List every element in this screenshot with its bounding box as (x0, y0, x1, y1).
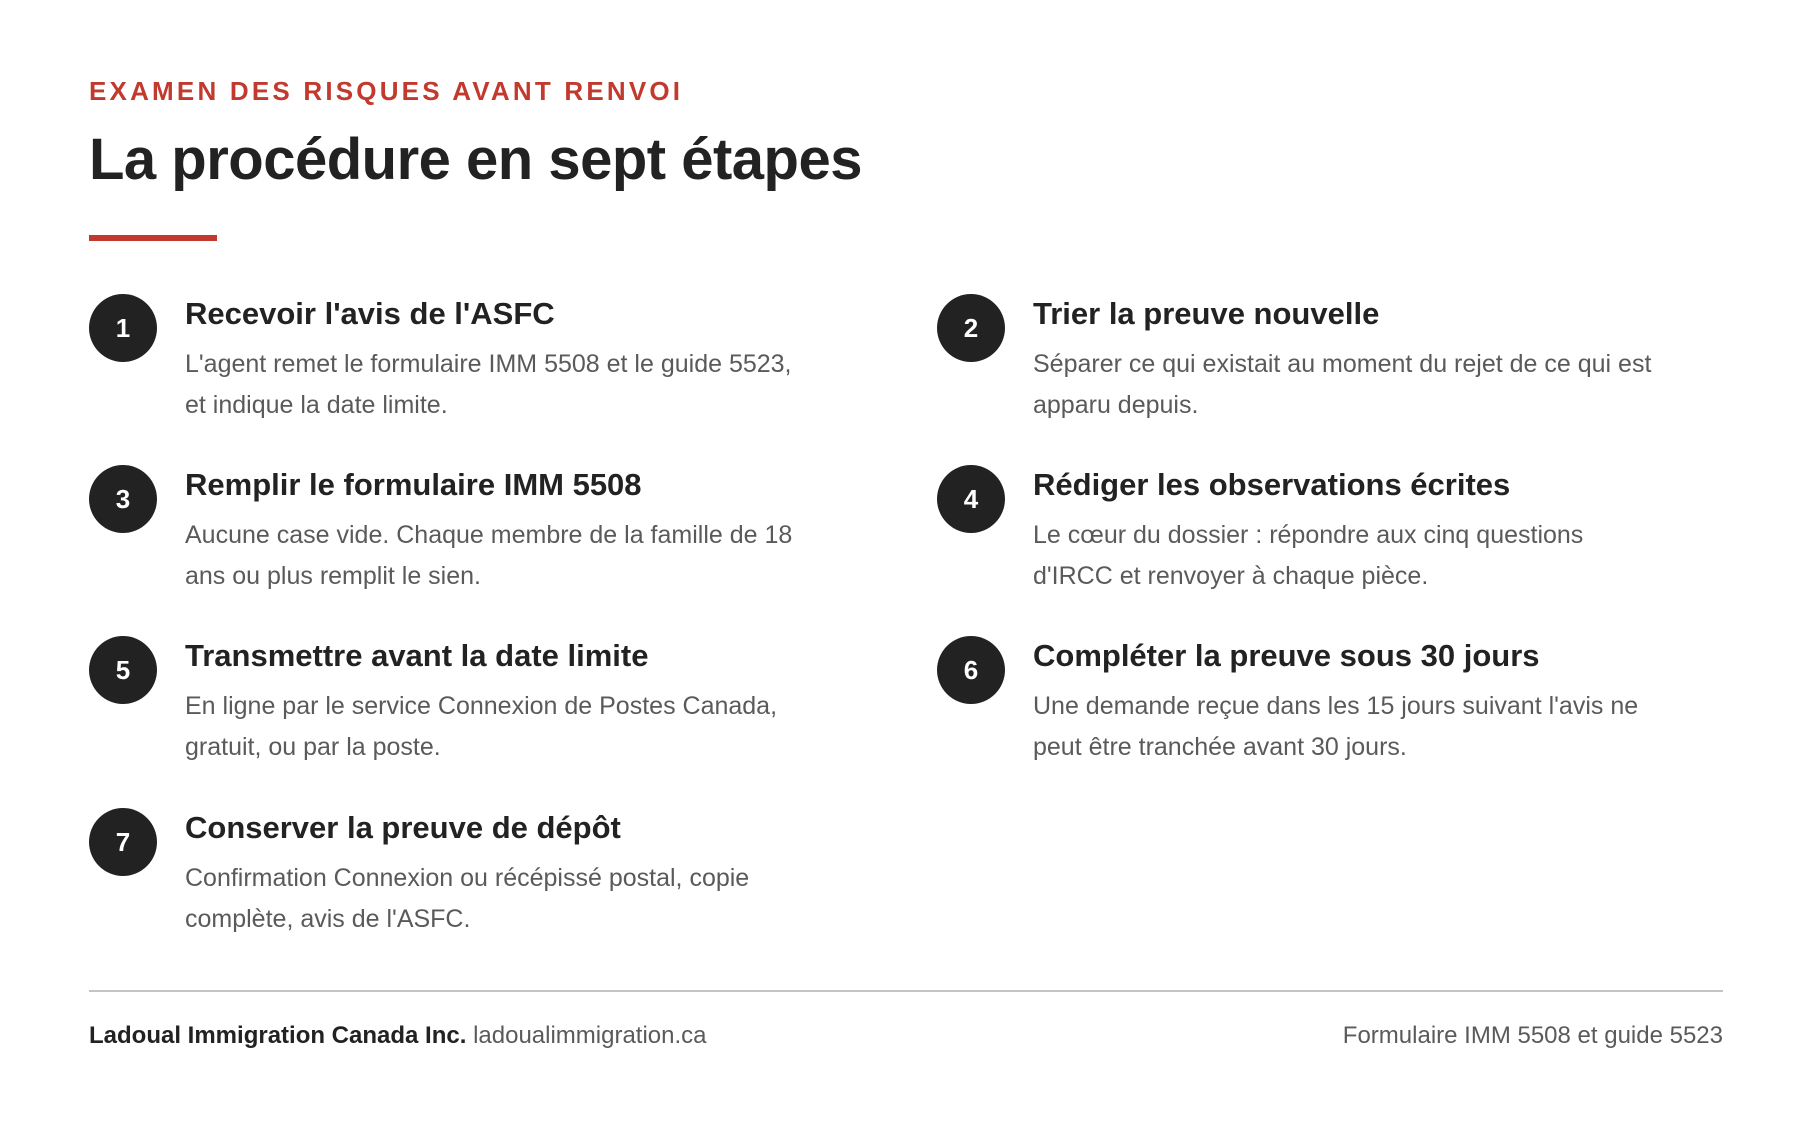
step-1 (89, 294, 809, 434)
step-2 (937, 294, 1657, 434)
step-number-badge: 5 (89, 636, 157, 704)
step-number-badge: 6 (937, 636, 1005, 704)
step-description: Le cœur du dossier : répondre aux cinq questions d'IRCC et renvoyer à chaque pièce. (1033, 521, 1584, 590)
footer-reference: Formulaire IMM 5508 et guide 5523 (1342, 1022, 1723, 1049)
step-number-badge: 4 (937, 465, 1005, 533)
step-number-badge: 2 (937, 294, 1005, 362)
accent-divider (89, 235, 217, 241)
step-description: L'agent remet le formulaire IMM 5508 et le guide 5523, et indique la date limite. (185, 350, 792, 419)
step-title: Conserver la preuve de dépôt (185, 810, 621, 845)
step-title: Recevoir l'avis de l'ASFC (185, 296, 555, 331)
footer-website-link[interactable]: ladoualimmigration.ca (473, 1022, 707, 1049)
footer-brand (89, 1022, 707, 1050)
step-description: Séparer ce qui existait au moment du rejet de ce qui est apparu depuis. (1033, 350, 1652, 419)
step-description: Une demande reçue dans les 15 jours suivant l'avis ne peut être tranchée avant 30 jours. (1033, 692, 1639, 761)
step-4 (937, 465, 1657, 605)
step-3 (89, 465, 809, 605)
step-description: Confirmation Connexion ou récépissé postal, copie complète, avis de l'ASFC. (185, 864, 750, 933)
step-number-badge: 7 (89, 808, 157, 876)
step-title: Rédiger les observations écrites (1033, 467, 1511, 502)
step-description: En ligne par le service Connexion de Postes Canada, gratuit, ou par la poste. (185, 692, 778, 761)
step-7 (89, 808, 809, 948)
page-title: La procédure en sept étapes (89, 127, 862, 192)
step-6 (937, 636, 1657, 776)
step-title: Compléter la preuve sous 30 jours (1033, 638, 1540, 673)
step-title: Remplir le formulaire IMM 5508 (185, 467, 642, 502)
step-5 (89, 636, 809, 776)
eyebrow-label: EXAMEN DES RISQUES AVANT RENVOI (89, 76, 684, 106)
footer-company-name: Ladoual Immigration Canada Inc. (89, 1022, 467, 1049)
step-number-badge: 3 (89, 465, 157, 533)
step-title: Trier la preuve nouvelle (1033, 296, 1380, 331)
page (89, 0, 1723, 1122)
footer-divider (89, 990, 1723, 992)
step-number-badge: 1 (89, 294, 157, 362)
step-description: Aucune case vide. Chaque membre de la famille de 18 ans ou plus remplit le sien. (185, 521, 793, 590)
step-title: Transmettre avant la date limite (185, 638, 649, 673)
